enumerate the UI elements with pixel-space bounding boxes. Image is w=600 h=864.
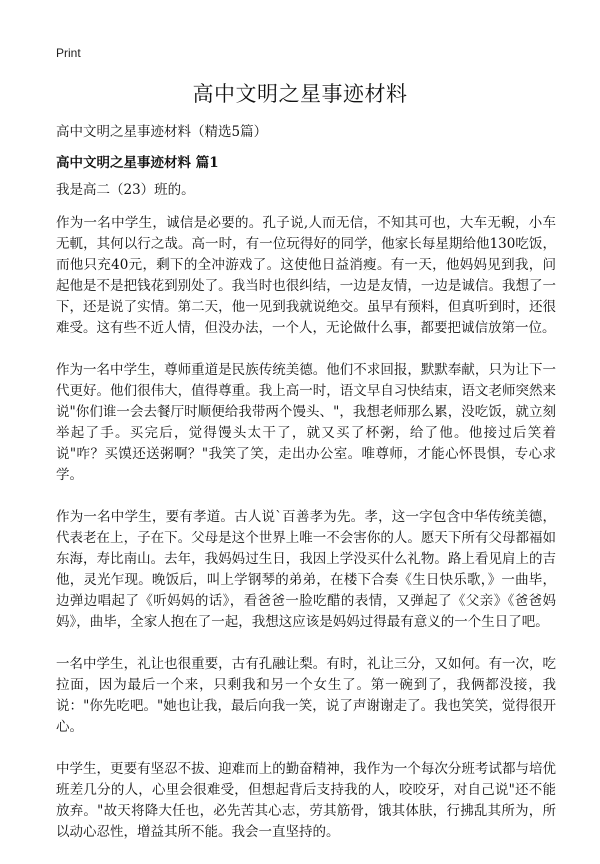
paragraph-filial-piety: 作为一名中学生，要有孝道。古人说`百善孝为先。孝，这一字包含中华传统美德，代表老在上，子在下。父母是这个世界上唯一不会害你的人。愿天下所有父母都福如东海，寿比南山。去年，我妈妈过生日，我因上学没买什么礼物。路上看见肩上的吉他，灵光乍现。晚饭后，叫上学钢琴的弟弟，在楼下合奏《生日快乐歌，》一曲毕，边弹边唱起了《听妈妈的话》，看爸爸一脸吃醋的表情，又弹起了《父亲》《爸爸妈妈》，曲毕，全家人抱在了一起，我想这应该是妈妈过得最有意义的一个生日了吧。 [56,509,556,630]
section-heading: 高中文明之星事迹材料 篇1 [56,155,219,171]
paragraph-respect-teachers: 作为一名中学生，尊师重道是民族传统美德。他们不求回报，默默奉献，只为让下一代更好。他们很伟大，值得尊重。我上高一时，语文早自习快结束，语文老师突然来说"你们谁一会去餐厅时顺便给我带两个馒头、"，我想老师那么累，没吃饭，就立刻举起了手。买完后，觉得馒头太干了，就又买了杯粥，给了他。他接过后笑着说"咋？买馍还送粥啊？"我笑了笑，走出办公室。唯尊师，才能心怀畏惧，专心求学。 [56,362,556,483]
print-link[interactable]: Print [56,46,81,60]
paragraph-courtesy: 一名中学生，礼让也很重要，古有孔融让梨。有时，礼让三分，又如何。有一次，吃拉面，因为最后一个来，只剩我和另一个女生了。第一碗到了，我俩都没接，我说："你先吃吧。"她也让我，最后向我一笑，说了声谢谢走了。我也笑笑，觉得很开心。 [56,656,556,735]
paragraph-class-intro: 我是高二（23）班的。 [56,182,195,198]
page-title: 高中文明之星事迹材料 [192,82,408,106]
paragraph-honesty: 作为一名中学生，诚信是必要的。孔子说,人而无信，不知其可也，大车无輗，小车无軏，其何以行之哉。高一时，有一位玩得好的同学，他家长每星期给他130吃饭，而他只充40元，剩下的全冲游戏了。这使他日益消瘦。有一天，他妈妈见到我，问起他是不是把钱花到别处了。我当时也很纠结，一边是友情，一边是诚信。我想了一下，还是说了实情。第二天，他一见到我就说绝交。虽早有预料，但真听到时，还很难受。这有些不近人情，但没办法，一个人，无论做什么事，都要把诚信放第一位。 [56,215,556,336]
paragraph-perseverance: 中学生，更要有坚忍不拔、迎难而上的勤奋精神，我作为一个每次分班考试都与培优班差几分的人，心里会很难受，但想起背后支持我的人，咬咬牙，对自己说"还不能放弃。"故天将降大任也，必先苦其心志，劳其筋骨，饿其体肤，行拂乱其所为，所以动心忍性，增益其所不能。我会一直坚持的。 [56,761,556,840]
article-body [56,180,556,864]
document-subtitle: 高中文明之星事迹材料（精选5篇） [56,124,268,140]
